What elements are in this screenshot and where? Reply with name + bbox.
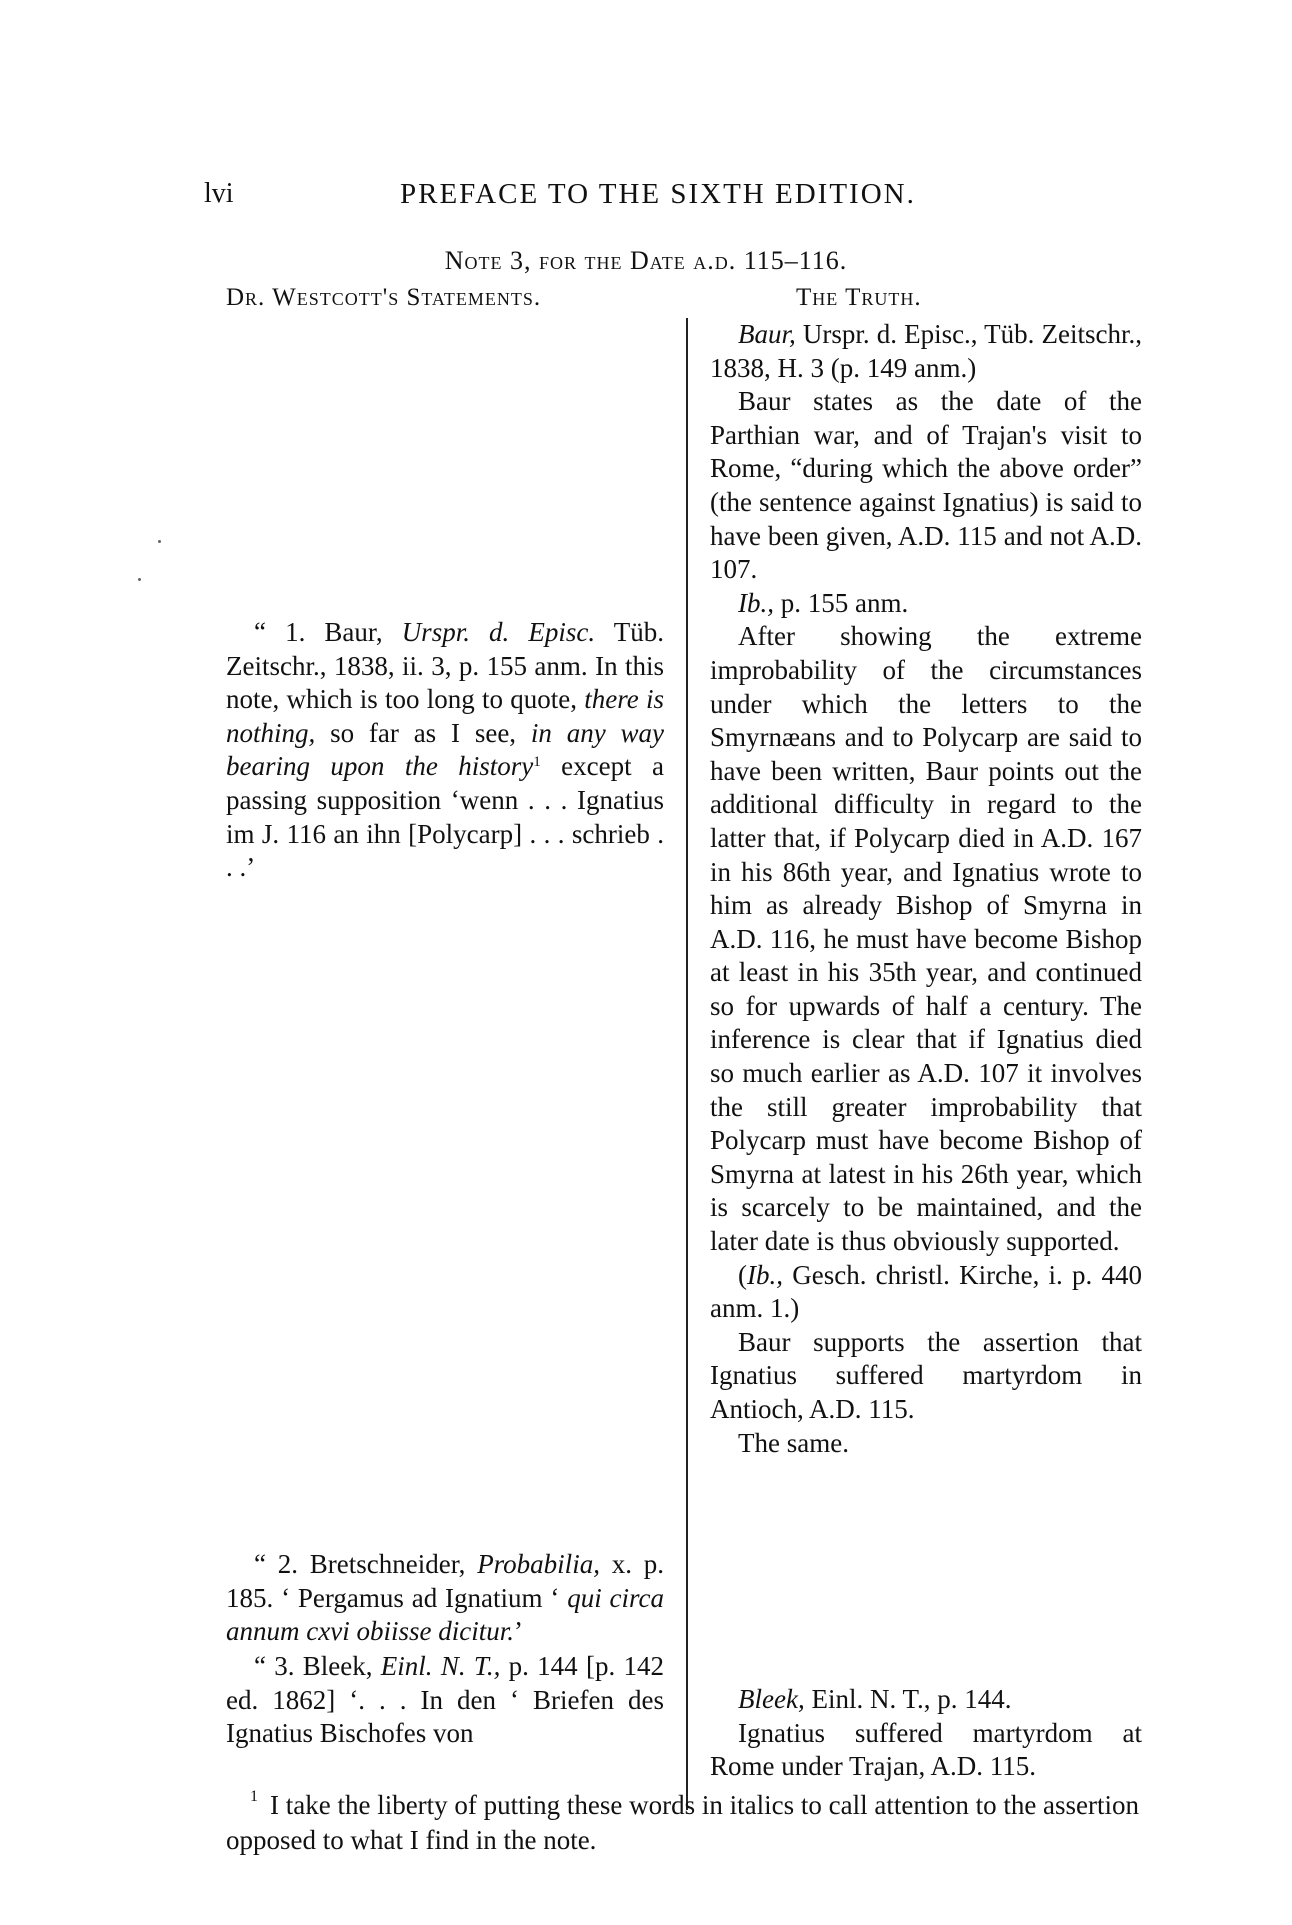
left-entry-2: “ 2. Bretschneider, Probabilia, x. p. 185. ‘ Pergamus ad Ignatium ‘ qui circa annum cxvi obiisse dicitur.’	[226, 1549, 665, 1647]
footnote-mark: 1	[250, 1788, 258, 1805]
running-title: PREFACE TO THE SIXTH EDITION.	[400, 178, 916, 210]
right-para-1: Baur states as the date of the Parthian war, and of Trajan's visit to Rome, “during which the above order” (the sentence against Ignatius) is said to have been given, A.D. 115 and not A.D. 107.	[710, 386, 1142, 585]
right-ref-4: Bleek, Einl. N. T., p. 144.	[738, 1684, 1012, 1714]
right-ref-2: Ib., p. 155 anm.	[738, 587, 909, 618]
left-entry-1: “ 1. Baur, Urspr. d. Episc. Tüb. Zeitschr., 1838, ii. 3, p. 155 anm. In this note, which is too long to quote, there is nothing, so far as I see, in any way bearing upon the history$^1$ except a passing supposition ‘wenn . . . Ignatius im J. 116 an ihn [Polycarp] . . . schrieb . . .’	[226, 617, 665, 883]
right-para-3: Baur supports the assertion that Ignatius suffered martyrdom in Antioch, A.D. 115.	[710, 1326, 1142, 1424]
right-para-2: After showing the extreme improbability of the circumstances under which the letters to the Smyrnæans and to Polycarp are said to have been written, Baur points out the additional difficulty in regard to the latter that, if Polycarp died in A.D. 167 in his 86th year, and Ignatius wrote to him as already Bishop of Smyrna in A.D. 116, he must have become Bishop at least in his 35th year, and continued so for upwards of half a century. The inference is clear that if Ignatius died so much earlier as A.D. 107 it involves the still greater improbability that Polycarp must have become Bishop of Smyrna at latest in his 26th year, which is scarcely to be maintained, and the later date is thus obviously supported.	[710, 621, 1142, 1257]
right-ref-1: Baur, Urspr. d. Episc., Tüb. Zeitschr., 1838, H. 3 (p. 149 anm.)	[710, 319, 1142, 383]
footnote	[226, 1788, 1156, 1858]
right-column-top	[710, 318, 1142, 1460]
left-column-heading: Dr. Westcott's Statements.	[226, 284, 542, 311]
right-column-bottom	[710, 1683, 1142, 1784]
page-number: lvi	[204, 178, 234, 209]
left-entry-3: “ 3. Bleek, Einl. N. T., p. 144 [p. 142 ed. 1862] ‘. . . In den ‘ Briefen des Ignatius Bischofes von	[226, 1651, 664, 1749]
stray-mark	[158, 540, 161, 543]
right-para-4: Ignatius suffered martyrdom at Rome under Trajan, A.D. 115.	[710, 1717, 1142, 1782]
right-column-heading: The Truth.	[796, 284, 922, 311]
right-same: The same.	[738, 1427, 849, 1458]
note-heading: Note 3, for the Date a.d. 115–116.	[444, 246, 848, 275]
column-divider	[686, 318, 688, 1810]
footnote-text: I take the liberty of putting these words in italics to call attention to the assertion opposed to what I find in the note.	[226, 1790, 1140, 1855]
running-header	[0, 178, 1292, 218]
stray-mark	[138, 578, 141, 581]
right-ref-3: (Ib., Gesch. christl. Kirche, i. p. 440 anm. 1.)	[710, 1259, 1142, 1324]
